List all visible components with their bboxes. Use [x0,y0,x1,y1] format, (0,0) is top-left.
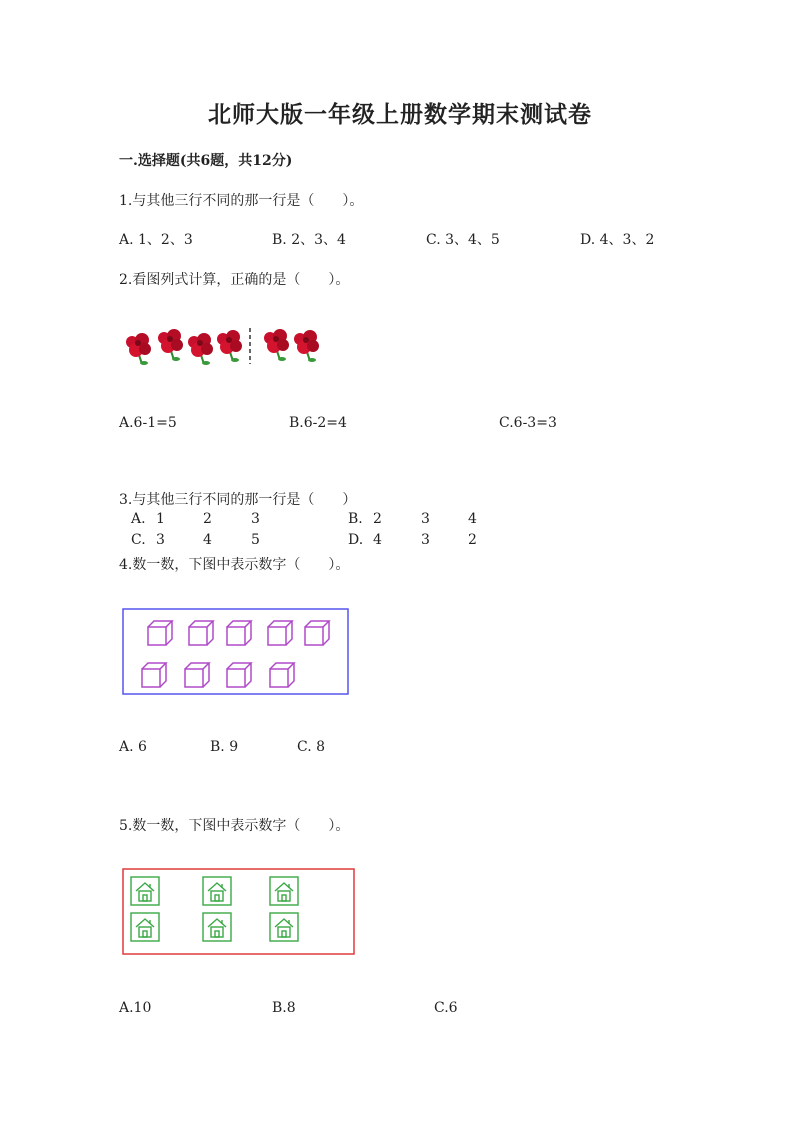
cube-icon [227,663,251,687]
question-3-row-d-n1: 4 [373,532,382,548]
question-4-option-b: B. 9 [210,739,239,755]
question-3-row-d-n3: 2 [468,532,477,548]
question-4-stem: 4.数一数，下图中表示数字（ ）。 [119,557,350,573]
flower-icon [158,329,183,361]
question-3-row-b-n2: 3 [421,511,430,527]
cube-icon [185,663,209,687]
house-icon [270,877,298,905]
cube-icon [305,621,329,645]
question-5-option-c: C.6 [434,1000,458,1016]
question-2-stem: 2.看图列式计算，正确的是（ ）。 [119,272,350,288]
question-3-row-a-n1: 1 [156,511,165,527]
flower-icon [217,330,242,362]
flowers-figure [120,322,330,372]
question-1-stem: 1.与其他三行不同的那一行是（ ）。 [119,193,364,209]
question-3-row-a-n2: 2 [203,511,212,527]
question-2-option-a: A.6-1=5 [119,415,177,431]
cube-icon [189,621,213,645]
question-3-row-b-n3: 4 [468,511,477,527]
question-1-option-a: A. 1、2、3 [119,232,193,248]
cube-icon [148,621,172,645]
question-5-option-a: A.10 [119,1000,152,1016]
question-1-option-d: D. 4、3、2 [580,232,655,248]
house-icon [131,913,159,941]
house-icon [131,877,159,905]
flower-icon [188,333,213,365]
question-3-stem: 3.与其他三行不同的那一行是（ ） [119,492,357,508]
question-3-row-a-n3: 3 [251,511,260,527]
question-3-row-c-n2: 4 [203,532,212,548]
question-2-option-c: C.6-3=3 [499,415,557,431]
question-5-stem: 5.数一数，下图中表示数字（ ）。 [119,818,350,834]
cube-icon [270,663,294,687]
question-3-row-b-n1: 2 [373,511,382,527]
flower-icon [294,330,319,362]
cube-icon [142,663,166,687]
question-3-row-c-n1: 3 [156,532,165,548]
question-3-row-c-label: C. [131,532,146,548]
houses-figure [122,868,356,956]
question-4-option-c: C. 8 [297,739,326,755]
section-heading: 一.选择题(共6题，共12分) [119,153,293,169]
question-3-row-b-label: B. [348,511,363,527]
cubes-figure [122,608,350,696]
house-icon [270,913,298,941]
house-icon [203,877,231,905]
cube-icon [227,621,251,645]
question-3-row-d-label: D. [348,532,364,548]
question-5-option-b: B.8 [272,1000,296,1016]
question-1-option-b: B. 2、3、4 [272,232,346,248]
question-3-row-a-label: A. [131,511,146,527]
question-3-row-c-n3: 5 [251,532,260,548]
question-4-option-a: A. 6 [119,739,147,755]
question-3-row-d-n2: 3 [421,532,430,548]
page-title: 北师大版一年级上册数学期末测试卷 [208,101,592,128]
house-icon [203,913,231,941]
flower-icon [264,329,289,361]
question-2-option-b: B.6-2=4 [289,415,347,431]
question-1-option-c: C. 3、4、5 [426,232,500,248]
cube-icon [268,621,292,645]
flower-icon [126,333,151,365]
